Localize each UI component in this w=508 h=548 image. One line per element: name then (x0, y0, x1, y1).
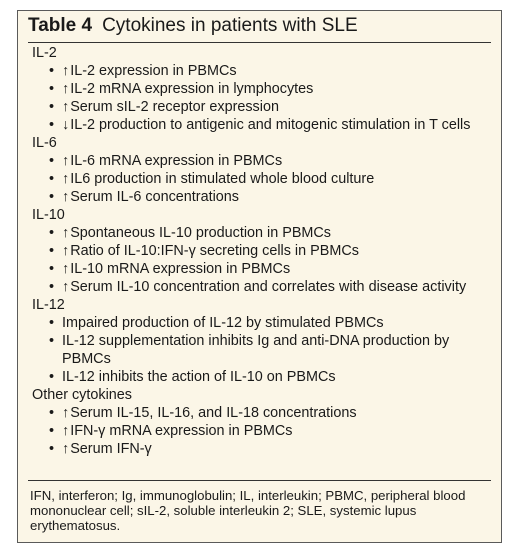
arrow-up-icon: ↑ (62, 423, 70, 439)
list-item (32, 278, 493, 296)
arrow-up-icon: ↑ (62, 63, 70, 79)
list-item (32, 116, 493, 134)
section-heading: IL-12 (32, 297, 65, 313)
item-text: IL-2 expression in PBMCs (70, 63, 237, 79)
bullet-icon: • (49, 81, 55, 97)
table-caption: Cytokines in patients with SLE (102, 15, 358, 36)
list-item (32, 80, 493, 98)
bullet-icon: • (49, 153, 55, 169)
arrow-up-icon: ↑ (62, 261, 70, 277)
table-number: Table 4 (28, 15, 93, 36)
arrow-up-icon: ↑ (62, 405, 70, 421)
bullet-icon: • (49, 171, 55, 187)
bullet-icon: • (49, 405, 55, 421)
item-text: Serum IL-15, IL-16, and IL-18 concentrations (70, 405, 357, 421)
table-footnote: IFN, interferon; Ig, immunoglobulin; IL, interleukin; PBMC, peripheral blood mononuclear cell; sIL-2, soluble interleukin 2; SLE, systemic lupus erythematosus. (30, 488, 466, 533)
arrow-down-icon: ↓ (62, 117, 70, 133)
item-text: IL-10 mRNA expression in PBMCs (70, 261, 291, 277)
item-text: IL6 production in stimulated whole blood culture (70, 171, 375, 187)
section-list (32, 152, 493, 206)
item-text: IFN-γ mRNA expression in PBMCs (70, 423, 293, 439)
arrow-up-icon: ↑ (62, 99, 70, 115)
arrow-up-icon: ↑ (62, 243, 70, 259)
bullet-icon: • (49, 117, 55, 133)
section-list (32, 62, 493, 134)
arrow-up-icon: ↑ (62, 81, 70, 97)
bullet-icon: • (49, 225, 55, 241)
arrow-up-icon: ↑ (62, 441, 70, 457)
section-heading: IL-10 (32, 207, 65, 223)
arrow-up-icon: ↑ (62, 279, 70, 295)
item-text: IL-2 mRNA expression in lymphocytes (70, 81, 314, 97)
list-item (32, 224, 493, 242)
item-text: Serum sIL-2 receptor expression (70, 99, 279, 115)
arrow-up-icon: ↑ (62, 153, 70, 169)
arrow-up-icon: ↑ (62, 171, 70, 187)
list-item (32, 368, 493, 386)
arrow-up-icon: ↑ (62, 189, 70, 205)
top-rule (28, 42, 491, 43)
list-item (32, 62, 493, 80)
list-item (32, 188, 493, 206)
list-item (32, 152, 493, 170)
item-text: IL-6 mRNA expression in PBMCs (70, 153, 283, 169)
bullet-icon: • (49, 423, 55, 439)
item-text: Serum IFN-γ (70, 441, 152, 457)
item-text: IL-2 production to antigenic and mitogenic stimulation in T cells (70, 117, 471, 133)
list-item (32, 422, 493, 440)
item-text: Spontaneous IL-10 production in PBMCs (70, 225, 331, 241)
list-item (32, 170, 493, 188)
list-item (32, 242, 493, 260)
section-heading: Other cytokines (32, 387, 132, 403)
list-item (32, 98, 493, 116)
section-list (32, 404, 493, 458)
bottom-rule (28, 480, 491, 481)
bullet-icon: • (49, 279, 55, 295)
list-item (32, 440, 493, 458)
bullet-icon: • (49, 369, 55, 385)
bullet-icon: • (49, 99, 55, 115)
arrow-up-icon: ↑ (62, 225, 70, 241)
item-text: Impaired production of IL-12 by stimulated PBMCs (62, 315, 384, 331)
section-list (32, 314, 493, 386)
bullet-icon: • (49, 63, 55, 79)
bullet-icon: • (49, 441, 55, 457)
section-list (32, 224, 493, 296)
item-text: Serum IL-6 concentrations (70, 189, 239, 205)
table-body (32, 44, 493, 458)
list-item (32, 260, 493, 278)
list-item (32, 314, 493, 332)
table-title (28, 15, 358, 37)
list-item (32, 332, 493, 368)
bullet-icon: • (49, 189, 55, 205)
item-text: Serum IL-10 concentration and correlates with disease activity (70, 279, 467, 295)
item-text: IL-12 supplementation inhibits Ig and anti-DNA production by PBMCs (62, 333, 450, 367)
bullet-icon: • (49, 333, 55, 349)
cytokines-table (17, 10, 502, 543)
section-heading: IL-6 (32, 135, 57, 151)
bullet-icon: • (49, 315, 55, 331)
item-text: Ratio of IL-10:IFN-γ secreting cells in PBMCs (70, 243, 359, 259)
bullet-icon: • (49, 243, 55, 259)
bullet-icon: • (49, 261, 55, 277)
section-heading: IL-2 (32, 45, 57, 61)
list-item (32, 404, 493, 422)
item-text: IL-12 inhibits the action of IL-10 on PBMCs (62, 369, 336, 385)
